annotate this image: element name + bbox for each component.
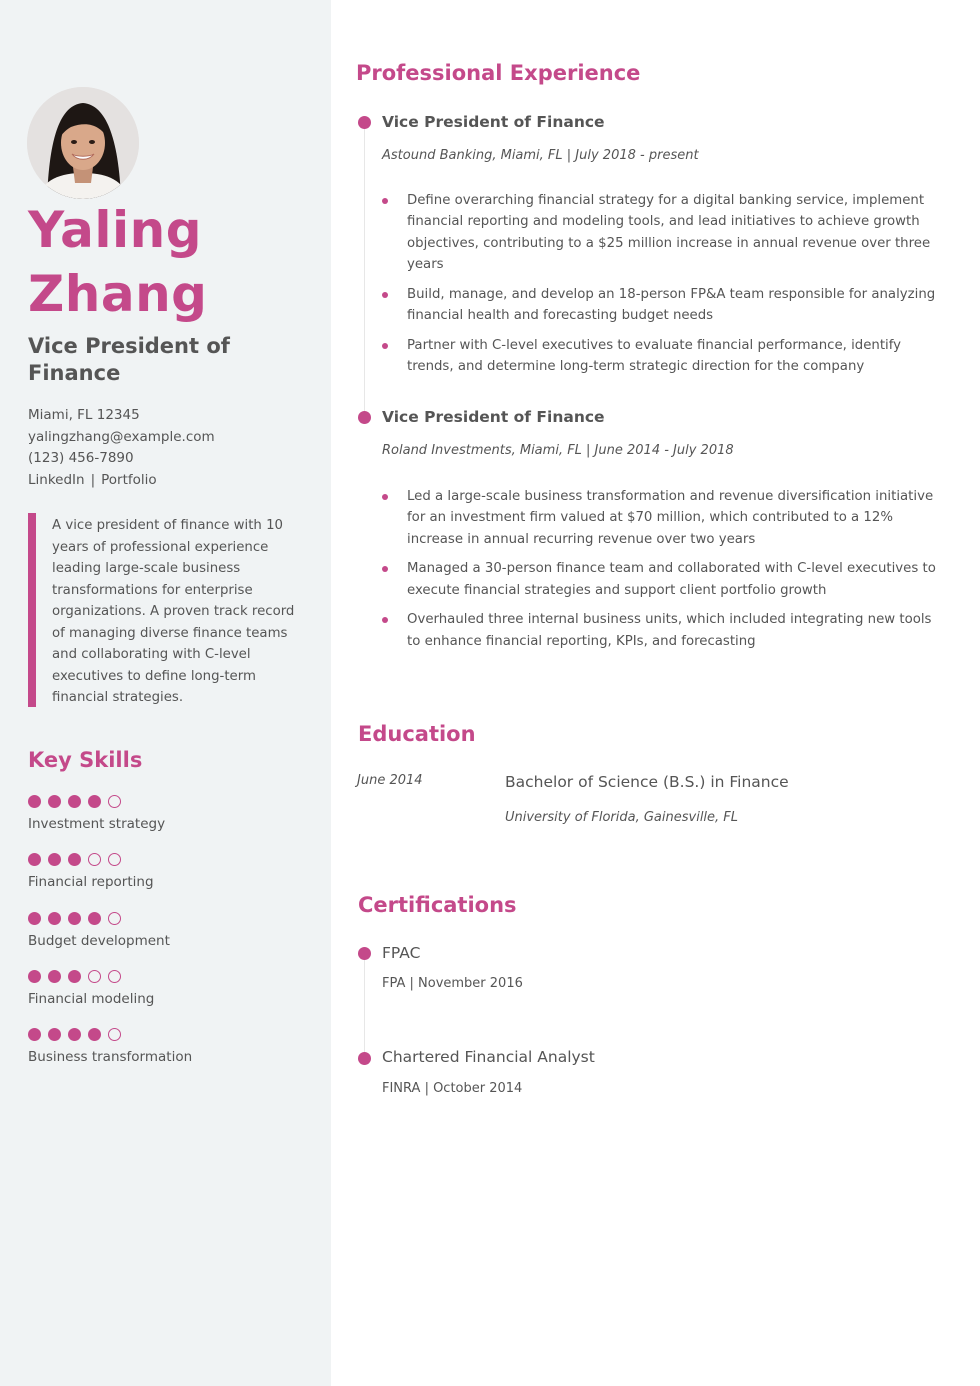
skills-list bbox=[28, 795, 318, 1086]
list-item bbox=[382, 284, 942, 327]
skill-rating bbox=[28, 970, 318, 984]
rating-dot-filled-icon bbox=[88, 912, 101, 925]
skill-rating bbox=[28, 1028, 318, 1042]
rating-dot-filled-icon bbox=[48, 970, 61, 983]
linkedin-link[interactable]: LinkedIn bbox=[28, 471, 85, 488]
first-name: Yaling bbox=[28, 201, 203, 259]
bullet-icon bbox=[382, 198, 388, 204]
cert-name: Chartered Financial Analyst bbox=[382, 1048, 595, 1066]
skill-rating bbox=[28, 853, 318, 867]
timeline-dot bbox=[358, 411, 371, 424]
education-heading: Education bbox=[358, 722, 476, 746]
timeline-dot bbox=[358, 947, 371, 960]
rating-dot-filled-icon bbox=[88, 1028, 101, 1041]
rating-dot-filled-icon bbox=[28, 853, 41, 866]
rating-dot-filled-icon bbox=[68, 970, 81, 983]
bullet-icon bbox=[382, 566, 388, 572]
bullet-text: Build, manage, and develop an 18-person FP&A team responsible for analyzing financial health and forecasting budget needs bbox=[407, 286, 936, 323]
phone: (123) 456-7890 bbox=[28, 450, 134, 466]
rating-dot-empty-icon bbox=[88, 853, 101, 866]
cert-name: FPAC bbox=[382, 944, 421, 962]
rating-dot-empty-icon bbox=[108, 853, 121, 866]
link-separator: | bbox=[90, 471, 96, 488]
last-name: Zhang bbox=[28, 265, 208, 323]
timeline-line bbox=[364, 128, 365, 418]
portrait-photo bbox=[27, 87, 139, 199]
rating-dot-empty-icon bbox=[108, 970, 121, 983]
job-meta: Roland Investments, Miami, FL | June 2014 - July 2018 bbox=[382, 443, 734, 458]
list-item bbox=[382, 558, 942, 601]
rating-dot-filled-icon bbox=[68, 912, 81, 925]
education-date: June 2014 bbox=[357, 773, 423, 788]
rating-dot-filled-icon bbox=[28, 912, 41, 925]
job-bullets bbox=[382, 486, 942, 661]
cert-meta: FPA | November 2016 bbox=[382, 976, 523, 991]
skill-label: Financial modeling bbox=[28, 990, 155, 1007]
timeline-dot bbox=[358, 116, 371, 129]
skill-item bbox=[28, 1028, 318, 1086]
bullet-text: Led a large-scale business transformation and revenue diversification initiative for an investment firm valued at $70 million, which contributed to a 12% increase in annual recurring revenue over two years bbox=[407, 489, 934, 547]
list-item bbox=[382, 609, 942, 652]
skill-label: Business transformation bbox=[28, 1049, 193, 1066]
job-title: Vice President of Finance bbox=[382, 113, 605, 131]
avatar bbox=[27, 87, 139, 199]
skill-label: Investment strategy bbox=[28, 816, 166, 832]
address: Miami, FL 12345 bbox=[28, 407, 140, 423]
bullet-text: Managed a 30-person finance team and collaborated with C-level executives to execute financial strategies and support client portfolio growth bbox=[407, 561, 936, 598]
job-title-headline: Vice President of Finance bbox=[28, 334, 230, 385]
timeline-dot bbox=[358, 1052, 371, 1065]
email-link[interactable]: yalingzhang@example.com bbox=[28, 428, 215, 445]
rating-dot-empty-icon bbox=[108, 912, 121, 925]
bullet-text: Define overarching financial strategy for a digital banking service, implement financial reporting and modeling tools, and lead initiatives to achieve growth objectives, contributing to a $25 million increase in annual revenue over three years bbox=[407, 193, 931, 272]
rating-dot-empty-icon bbox=[108, 1028, 121, 1041]
job-bullets bbox=[382, 190, 942, 386]
skill-item bbox=[28, 912, 318, 970]
rating-dot-filled-icon bbox=[48, 795, 61, 808]
list-item bbox=[382, 335, 942, 378]
bullet-icon bbox=[382, 292, 388, 298]
bullet-icon bbox=[382, 343, 388, 349]
experience-heading: Professional Experience bbox=[356, 61, 641, 85]
education-school: University of Florida, Gainesville, FL bbox=[505, 810, 739, 825]
skill-rating bbox=[28, 795, 318, 809]
rating-dot-filled-icon bbox=[68, 795, 81, 808]
list-item bbox=[382, 486, 942, 550]
skill-label: Budget development bbox=[28, 932, 170, 949]
certifications-heading: Certifications bbox=[358, 893, 517, 917]
bullet-text: Partner with C-level executives to evaluate financial performance, identify trends, and determine long-term strategic direction for the company bbox=[407, 337, 902, 375]
rating-dot-filled-icon bbox=[28, 795, 41, 808]
job-title: Vice President of Finance bbox=[382, 408, 605, 426]
skill-item bbox=[28, 970, 318, 1028]
skill-rating bbox=[28, 912, 318, 926]
skill-item bbox=[28, 795, 318, 853]
education-degree: Bachelor of Science (B.S.) in Finance bbox=[505, 773, 789, 791]
rating-dot-filled-icon bbox=[28, 970, 41, 983]
rating-dot-filled-icon bbox=[88, 795, 101, 808]
profile-links bbox=[28, 470, 215, 492]
bullet-icon bbox=[382, 494, 388, 500]
skill-label: Financial reporting bbox=[28, 874, 154, 891]
cert-meta: FINRA | October 2014 bbox=[382, 1081, 523, 1096]
skills-heading: Key Skills bbox=[28, 748, 143, 772]
rating-dot-filled-icon bbox=[48, 853, 61, 866]
professional-summary: A vice president of finance with 10 years of professional experience leading large-scale business transformations for enterprise organizations. A proven track record of managing diverse finance teams and collaborating with C-level executives to define long-term financial strategies. bbox=[28, 513, 303, 707]
skill-item bbox=[28, 853, 318, 911]
rating-dot-filled-icon bbox=[68, 1028, 81, 1041]
timeline-line bbox=[364, 960, 365, 1060]
rating-dot-filled-icon bbox=[68, 853, 81, 866]
candidate-name bbox=[28, 198, 318, 326]
portfolio-link[interactable]: Portfolio bbox=[101, 471, 157, 488]
list-item bbox=[382, 190, 942, 275]
bullet-text: Overhauled three internal business units, which included integrating new tools to enhance financial reporting, KPIs, and forecasting bbox=[407, 612, 932, 649]
job-meta: Astound Banking, Miami, FL | July 2018 - present bbox=[382, 148, 699, 163]
contact-info bbox=[28, 405, 215, 491]
rating-dot-empty-icon bbox=[88, 970, 101, 983]
bullet-icon bbox=[382, 617, 388, 623]
sidebar bbox=[0, 0, 331, 1386]
rating-dot-filled-icon bbox=[48, 912, 61, 925]
rating-dot-filled-icon bbox=[48, 1028, 61, 1041]
rating-dot-empty-icon bbox=[108, 795, 121, 808]
rating-dot-filled-icon bbox=[28, 1028, 41, 1041]
